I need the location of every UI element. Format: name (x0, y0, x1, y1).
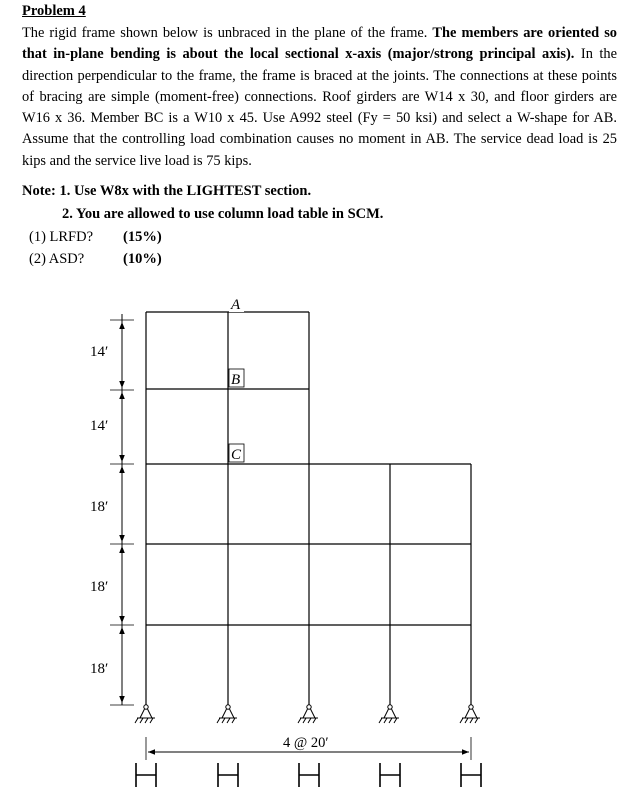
story-height-label-2: 14′ (90, 418, 109, 434)
w-section-icon-4 (380, 763, 400, 787)
statement-part-1: The rigid frame shown below is unbraced in the plane of the frame. (22, 25, 433, 41)
pin-support-3 (298, 705, 318, 723)
w-section-icon-5 (461, 763, 481, 787)
story-height-label-1: 14′ (90, 344, 109, 360)
bay-dimension-label: 4 @ 20′ (283, 735, 329, 751)
note-1: Note: 1. Use W8x with the LIGHTEST section. (22, 183, 312, 199)
note-2: 2. You are allowed to use column load table in SCM. (62, 206, 384, 222)
column-section-icons (136, 763, 481, 787)
question-asd-weight: (10%) (123, 251, 162, 267)
pin-support-1 (135, 705, 155, 723)
w-section-icon-3 (299, 763, 319, 787)
question-asd-label: (2) ASD? (29, 251, 85, 267)
w-section-icon-1 (136, 763, 156, 787)
statement-part-3: In the direction perpendicular to the frame, the frame is braced at the joints. The connections at these points of bracing are simple (moment-free) connections. Roof girders are W14 x 30, and floor girders are W16 x 36. Member BC is a W10 x 45. Use A992 steel (Fy = 50 ksi) and select a W-shape for AB. Assume that the controlling load combination causes no moment in AB. The service dead load is 25 kips and the service live load is 75 kips. (22, 46, 618, 169)
joint-label-a: A (231, 297, 241, 313)
joint-labels (229, 295, 244, 463)
pin-support-2 (217, 705, 237, 723)
question-lrfd-weight: (15%) (123, 229, 162, 245)
question-lrfd-label: (1) LRFD? (29, 229, 94, 245)
story-height-labels (88, 342, 114, 677)
frame-members (146, 312, 471, 707)
pin-support-4 (379, 705, 399, 723)
pin-support-5 (460, 705, 480, 723)
pin-supports (135, 705, 480, 723)
story-height-label-5: 18′ (90, 661, 109, 677)
problem-title: Problem 4 (22, 3, 86, 19)
joint-label-b: B (231, 372, 241, 388)
joint-label-c: C (231, 447, 242, 463)
statement-part-2: The members are oriented so that in-plane bending is about the local sectional x-axis (major/strong principal axis). (22, 25, 617, 63)
w-section-icon-2 (218, 763, 238, 787)
story-height-label-4: 18′ (90, 579, 109, 595)
story-height-label-3: 18′ (90, 499, 109, 515)
